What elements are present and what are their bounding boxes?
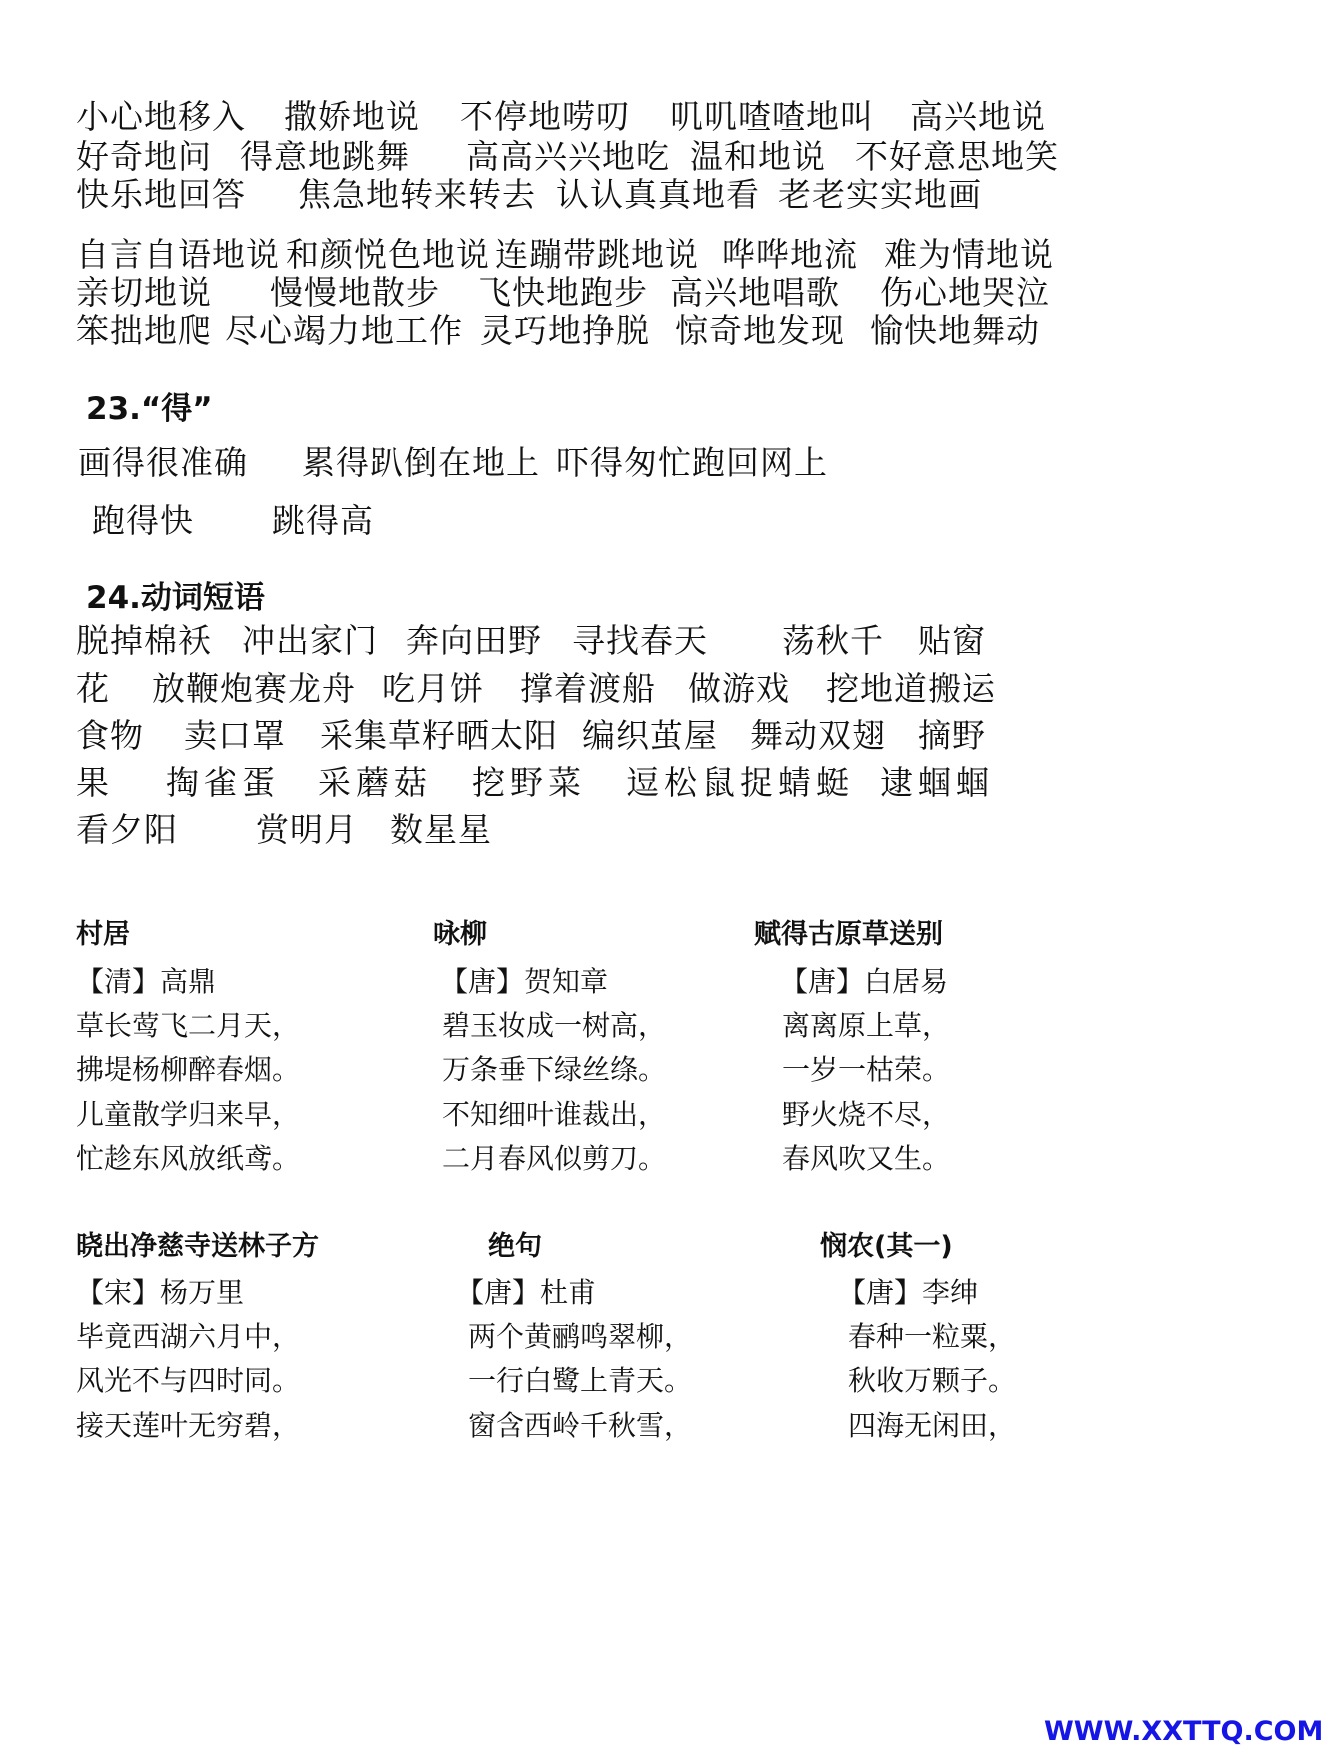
phrase: 食物 [76, 716, 144, 755]
phrase: 和颜悦色地说 [286, 235, 490, 274]
poem-line: 忙趁东风放纸鸢。 [76, 1142, 301, 1175]
poem-line: 春种一粒粟， [848, 1320, 1017, 1353]
phrase: 卖口罩 [184, 716, 286, 755]
poem-line: 碧玉妆成一树高， [442, 1009, 667, 1042]
phrase: 难为情地说 [884, 235, 1054, 274]
phrase: 焦急地转来转去 [298, 175, 536, 214]
phrase: 伤心地哭泣 [880, 273, 1050, 312]
phrase: 连蹦带跳地说 [495, 235, 699, 274]
poem-line: 拂堤杨柳醉春烟。 [76, 1053, 301, 1086]
phrase: 采蘑菇 [318, 763, 432, 802]
poem-author: 【宋】杨万里 [76, 1276, 245, 1309]
poem-line: 风光不与四时同。 [76, 1364, 301, 1397]
phrase: 逮蝈蝈 [880, 763, 994, 802]
poem-line: 一岁一枯荣。 [782, 1053, 951, 1086]
phrase: 愉快地舞动 [870, 311, 1040, 350]
poem-line: 接天莲叶无穷碧， [76, 1409, 301, 1442]
phrase: 笨拙地爬 [76, 311, 212, 350]
phrase: 飞快地跑步 [478, 273, 648, 312]
poem-line: 毕竟西湖六月中， [76, 1320, 301, 1353]
poem-author: 【唐】贺知章 [440, 965, 609, 998]
phrase: 好奇地问 [76, 137, 212, 176]
phrase: 叽叽喳喳地叫 [670, 97, 874, 136]
poem-line: 秋收万颗子。 [848, 1364, 1017, 1397]
phrase: 灵巧地挣脱 [480, 311, 650, 350]
poem-title: 赋得古原草送别 [754, 919, 943, 950]
phrase: 高高兴兴地吃 [466, 137, 670, 176]
poem-line: 离离原上草， [782, 1009, 951, 1042]
phrase: 慢慢地散步 [270, 273, 440, 312]
poem-line: 草长莺飞二月天， [76, 1009, 301, 1042]
phrase: 不好意思地笑 [855, 137, 1059, 176]
phrase: 老老实实地画 [778, 175, 982, 214]
phrase: 得意地跳舞 [240, 137, 410, 176]
poem-line: 不知细叶谁裁出， [442, 1098, 667, 1131]
phrase: 吃月饼 [382, 669, 484, 708]
phrase: 冲出家门 [242, 621, 378, 660]
poem-line: 春风吹又生。 [782, 1142, 951, 1175]
phrase: 哗哗地流 [722, 235, 858, 274]
poem-author: 【清】高鼎 [76, 965, 217, 998]
phrase: 放鞭炮赛龙舟 [152, 669, 356, 708]
phrase: 舞动双翅 [750, 716, 886, 755]
poem-line: 窗含西岭千秋雪， [468, 1409, 693, 1442]
phrase: 果 [76, 763, 114, 802]
phrase: 吓得匆忙跑回网上 [556, 443, 828, 482]
section-24-heading: 24.动词短语 [86, 580, 265, 616]
poem-title: 绝句 [488, 1231, 542, 1262]
phrase: 温和地说 [690, 137, 826, 176]
phrase: 画得很准确 [78, 443, 248, 482]
poem-line: 万条垂下绿丝绦。 [442, 1053, 667, 1086]
poem-line: 一行白鹭上青天。 [468, 1364, 693, 1397]
phrase: 挖地道搬运 [826, 669, 996, 708]
phrase: 惊奇地发现 [675, 311, 845, 350]
poem-line: 儿童散学归来早， [76, 1098, 301, 1131]
phrase: 奔向田野 [406, 621, 542, 660]
phrase: 高兴地唱歌 [670, 273, 840, 312]
phrase: 摘野 [918, 716, 986, 755]
phrase: 编织茧屋 [582, 716, 718, 755]
poem-title: 咏柳 [433, 919, 487, 950]
phrase: 认认真真地看 [556, 175, 760, 214]
site-watermark: WWW.XXTTQ.COM [1044, 1716, 1323, 1747]
poem-author: 【唐】白居易 [780, 965, 949, 998]
poem-line: 二月春风似剪刀。 [442, 1142, 667, 1175]
poem-line: 四海无闲田， [848, 1409, 1017, 1442]
phrase: 快乐地回答 [76, 175, 246, 214]
poem-title: 悯农(其一) [820, 1231, 953, 1262]
phrase: 亲切地说 [76, 273, 212, 312]
poem-line: 野火烧不尽， [782, 1098, 951, 1131]
phrase: 撒娇地说 [284, 97, 420, 136]
phrase: 掏雀蛋 [166, 763, 280, 802]
phrase: 荡秋千 [782, 621, 884, 660]
phrase: 看夕阳 [76, 810, 178, 849]
phrase: 不停地唠叨 [460, 97, 630, 136]
phrase: 累得趴倒在地上 [302, 443, 540, 482]
phrase: 做游戏 [688, 669, 790, 708]
phrase: 跳得高 [272, 501, 374, 540]
phrase: 脱掉棉袄 [76, 621, 212, 660]
phrase: 贴窗 [918, 621, 986, 660]
phrase: 寻找春天 [572, 621, 708, 660]
phrase: 赏明月 [256, 810, 358, 849]
poem-title: 村居 [76, 919, 130, 950]
phrase: 小心地移入 [76, 97, 246, 136]
phrase: 花 [76, 669, 110, 708]
phrase: 尽心竭力地工作 [225, 311, 463, 350]
poem-title: 晓出净慈寺送林子方 [76, 1231, 319, 1262]
phrase: 跑得快 [92, 501, 194, 540]
section-23-heading: 23.“得” [86, 391, 213, 427]
phrase: 撑着渡船 [520, 669, 656, 708]
phrase: 采集草籽晒太阳 [320, 716, 558, 755]
poem-author: 【唐】杜甫 [456, 1276, 597, 1309]
phrase: 自言自语地说 [76, 235, 280, 274]
phrase: 数星星 [390, 810, 492, 849]
phrase: 高兴地说 [910, 97, 1046, 136]
phrase: 挖野菜 [472, 763, 586, 802]
phrase: 逗松鼠捉蜻蜓 [626, 763, 854, 802]
poem-author: 【唐】李绅 [838, 1276, 979, 1309]
poem-line: 两个黄鹂鸣翠柳， [468, 1320, 693, 1353]
